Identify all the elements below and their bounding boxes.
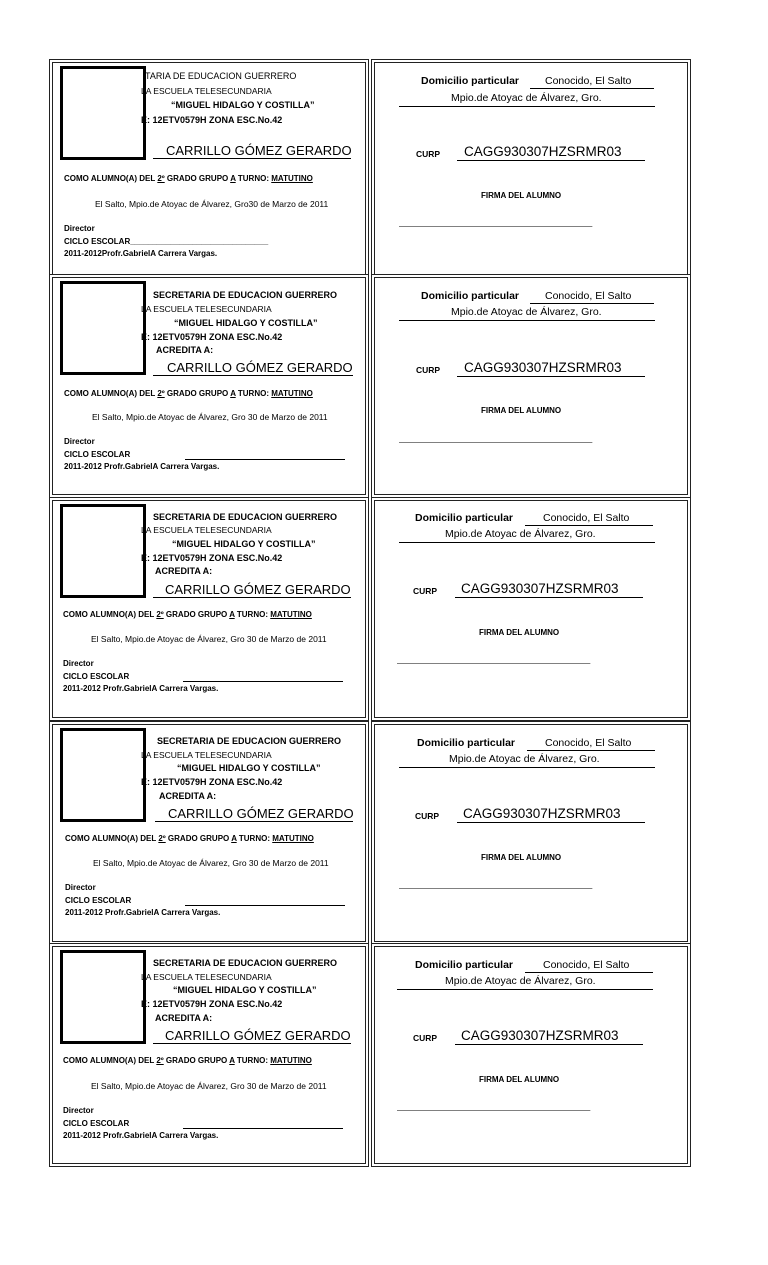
enrollment-line: COMO ALUMNO(A) DEL 2º GRADO GRUPO A TURNO: MATUTINO — [63, 610, 312, 619]
director-label: Director — [64, 224, 95, 233]
cycle-director-name: 2011-2012 Profr.GabrielA Carrera Vargas. — [63, 684, 219, 693]
name-underline — [153, 597, 351, 598]
municipality: Mpio.de Atoyac de Álvarez, Gro. — [445, 975, 596, 987]
school-code: E: 12ETV0579H ZONA ESC.No.42 — [141, 332, 283, 342]
enrollment-line: COMO ALUMNO(A) DEL 2º GRADO GRUPO A TURNO: MATUTINO — [63, 1056, 312, 1065]
cycle-director-name: 2011-2012 Profr.GabrielA Carrera Vargas. — [63, 1131, 219, 1140]
director-signature-line — [183, 681, 343, 682]
secretaria-header: SECRETARIA DE EDUCACION GUERRERO — [153, 290, 338, 300]
acredita-label: ACREDITA A: — [155, 1013, 213, 1023]
signature-line: ________________________________________________ — [397, 1101, 590, 1111]
secretaria-header: SECRETARIA DE EDUCACION GUERRERO — [153, 512, 338, 522]
credential-row — [48, 62, 682, 282]
credential-front — [52, 277, 366, 495]
cycle-director-name: 2011-2012 Profr.GabrielA Carrera Vargas. — [65, 908, 221, 917]
municipality-underline — [397, 989, 653, 990]
acredita-label: ACREDITA A: — [159, 791, 217, 801]
address-value: Conocido, El Salto — [545, 290, 632, 302]
school-name: “MIGUEL HIDALGO Y COSTILLA” — [172, 539, 316, 549]
signature-label: FIRMA DEL ALUMNO — [479, 1075, 560, 1084]
student-name: CARRILLO GÓMEZ GERARDO — [168, 806, 354, 821]
student-name: CARRILLO GÓMEZ GERARDO — [165, 1028, 351, 1043]
municipality-underline — [399, 320, 655, 321]
municipality-underline — [399, 542, 655, 543]
signature-label: FIRMA DEL ALUMNO — [481, 853, 562, 862]
school-name: “MIGUEL HIDALGO Y COSTILLA” — [174, 318, 318, 328]
escuela-label: LA ESCUELA TELESECUNDARIA — [141, 525, 272, 535]
credential-back — [374, 62, 688, 280]
name-underline — [153, 1043, 351, 1044]
director-label: Director — [64, 437, 95, 446]
credential-front — [52, 500, 366, 718]
place-date: El Salto, Mpio.de Atoyac de Álvarez, Gro 30 de Marzo de 2011 — [91, 634, 327, 644]
escuela-label: LA ESCUELA TELESECUNDARIA — [141, 304, 272, 314]
escuela-label: LA ESCUELA TELESECUNDARIA — [141, 972, 272, 982]
school-name: “MIGUEL HIDALGO Y COSTILLA” — [173, 985, 317, 995]
secretaria-header: SECRETARIA DE EDUCACION GUERRERO — [157, 736, 342, 746]
municipality: Mpio.de Atoyac de Álvarez, Gro. — [451, 92, 602, 104]
school-code: E: 12ETV0579H ZONA ESC.No.42 — [141, 115, 283, 125]
municipality: Mpio.de Atoyac de Álvarez, Gro. — [449, 753, 600, 765]
credential-front — [52, 724, 366, 942]
curp-value: CAGG930307HZSRMR03 — [461, 1028, 619, 1043]
address-underline — [530, 88, 654, 89]
address-label: Domicilio particular — [421, 290, 520, 302]
curp-label: CURP — [413, 586, 438, 596]
address-value: Conocido, El Salto — [543, 512, 630, 524]
school-cycle-label: CICLO ESCOLAR — [63, 1119, 130, 1128]
municipality: Mpio.de Atoyac de Álvarez, Gro. — [451, 306, 602, 318]
credential-back — [374, 277, 688, 495]
credential-row — [48, 500, 682, 720]
address-label: Domicilio particular — [415, 959, 514, 971]
municipality-underline — [399, 767, 655, 768]
signature-line: ________________________________________________ — [399, 217, 592, 227]
school-name: “MIGUEL HIDALGO Y COSTILLA” — [177, 763, 321, 773]
place-date: El Salto, Mpio.de Atoyac de Álvarez, Gro 30 de Marzo de 2011 — [92, 412, 328, 422]
credential-row — [48, 946, 682, 1166]
credential-back — [374, 500, 688, 718]
curp-value: CAGG930307HZSRMR03 — [461, 581, 619, 596]
curp-underline — [457, 822, 645, 823]
school-cycle-label: CICLO ESCOLAR_______________________________ — [64, 237, 269, 246]
signature-line: ________________________________________________ — [399, 433, 592, 443]
credential-front — [52, 62, 366, 280]
address-value: Conocido, El Salto — [545, 75, 632, 87]
signature-label: FIRMA DEL ALUMNO — [481, 191, 562, 200]
enrollment-line: COMO ALUMNO(A) DEL 2º GRADO GRUPO A TURNO: MATUTINO — [65, 834, 314, 843]
address-value: Conocido, El Salto — [545, 737, 632, 749]
director-signature-line — [183, 1128, 343, 1129]
signature-line: ________________________________________________ — [399, 879, 592, 889]
curp-underline — [455, 1044, 643, 1045]
place-date: El Salto, Mpio.de Atoyac de Álvarez, Gro30 de Marzo de 2011 — [95, 199, 329, 209]
cycle-director-name: 2011-2012Profr.GabrielA Carrera Vargas. — [64, 249, 218, 258]
address-label: Domicilio particular — [417, 737, 516, 749]
photo-box — [60, 281, 146, 375]
director-signature-line — [185, 459, 345, 460]
municipality-underline — [399, 106, 655, 107]
school-cycle-label: CICLO ESCOLAR — [63, 672, 130, 681]
curp-value: CAGG930307HZSRMR03 — [464, 360, 622, 375]
school-cycle-label: CICLO ESCOLAR — [65, 896, 132, 905]
address-underline — [525, 525, 653, 526]
school-cycle-label: CICLO ESCOLAR — [64, 450, 131, 459]
school-code: E: 12ETV0579H ZONA ESC.No.42 — [141, 553, 283, 563]
school-name: “MIGUEL HIDALGO Y COSTILLA” — [171, 100, 315, 110]
curp-underline — [457, 376, 645, 377]
curp-underline — [457, 160, 645, 161]
credential-back — [374, 724, 688, 942]
director-label: Director — [65, 883, 96, 892]
address-underline — [525, 972, 653, 973]
name-underline — [153, 375, 353, 376]
photo-box — [60, 950, 146, 1044]
address-value: Conocido, El Salto — [543, 959, 630, 971]
acredita-label: ACREDITA A: — [155, 566, 213, 576]
photo-box — [60, 66, 146, 160]
student-name: CARRILLO GÓMEZ GERARDO — [166, 143, 352, 158]
photo-box — [60, 504, 146, 598]
cycle-director-name: 2011-2012 Profr.GabrielA Carrera Vargas. — [64, 462, 220, 471]
enrollment-line: COMO ALUMNO(A) DEL 2º GRADO GRUPO A TURNO: MATUTINO — [64, 174, 313, 183]
address-label: Domicilio particular — [415, 512, 514, 524]
photo-box — [60, 728, 146, 822]
municipality: Mpio.de Atoyac de Álvarez, Gro. — [445, 528, 596, 540]
curp-label: CURP — [415, 811, 440, 821]
address-underline — [527, 750, 655, 751]
credential-back — [374, 946, 688, 1164]
curp-underline — [455, 597, 643, 598]
director-signature-line — [185, 905, 345, 906]
student-name: CARRILLO GÓMEZ GERARDO — [165, 582, 351, 597]
credential-front — [52, 946, 366, 1164]
name-underline — [155, 821, 353, 822]
curp-label: CURP — [416, 149, 441, 159]
address-label: Domicilio particular — [421, 75, 520, 87]
place-date: El Salto, Mpio.de Atoyac de Álvarez, Gro 30 de Marzo de 2011 — [93, 858, 329, 868]
secretaria-header: TARIA DE EDUCACION GUERRERO — [145, 71, 297, 81]
curp-value: CAGG930307HZSRMR03 — [464, 144, 622, 159]
name-underline — [153, 158, 351, 159]
place-date: El Salto, Mpio.de Atoyac de Álvarez, Gro 30 de Marzo de 2011 — [91, 1081, 327, 1091]
signature-line: ________________________________________________ — [397, 654, 590, 664]
enrollment-line: COMO ALUMNO(A) DEL 2º GRADO GRUPO A TURNO: MATUTINO — [64, 389, 313, 398]
signature-label: FIRMA DEL ALUMNO — [481, 406, 562, 415]
escuela-label: LA ESCUELA TELESECUNDARIA — [141, 86, 272, 96]
school-code: E: 12ETV0579H ZONA ESC.No.42 — [141, 777, 283, 787]
director-label: Director — [63, 1106, 94, 1115]
school-code: E: 12ETV0579H ZONA ESC.No.42 — [141, 999, 283, 1009]
credential-row — [48, 724, 682, 944]
curp-value: CAGG930307HZSRMR03 — [463, 806, 621, 821]
curp-label: CURP — [416, 365, 441, 375]
signature-label: FIRMA DEL ALUMNO — [479, 628, 560, 637]
student-name: CARRILLO GÓMEZ GERARDO — [167, 360, 353, 375]
director-label: Director — [63, 659, 94, 668]
curp-label: CURP — [413, 1033, 438, 1043]
address-underline — [530, 303, 654, 304]
acredita-label: ACREDITA A: — [156, 345, 214, 355]
credential-row — [48, 277, 682, 497]
escuela-label: LA ESCUELA TELESECUNDARIA — [141, 750, 272, 760]
secretaria-header: SECRETARIA DE EDUCACION GUERRERO — [153, 958, 338, 968]
